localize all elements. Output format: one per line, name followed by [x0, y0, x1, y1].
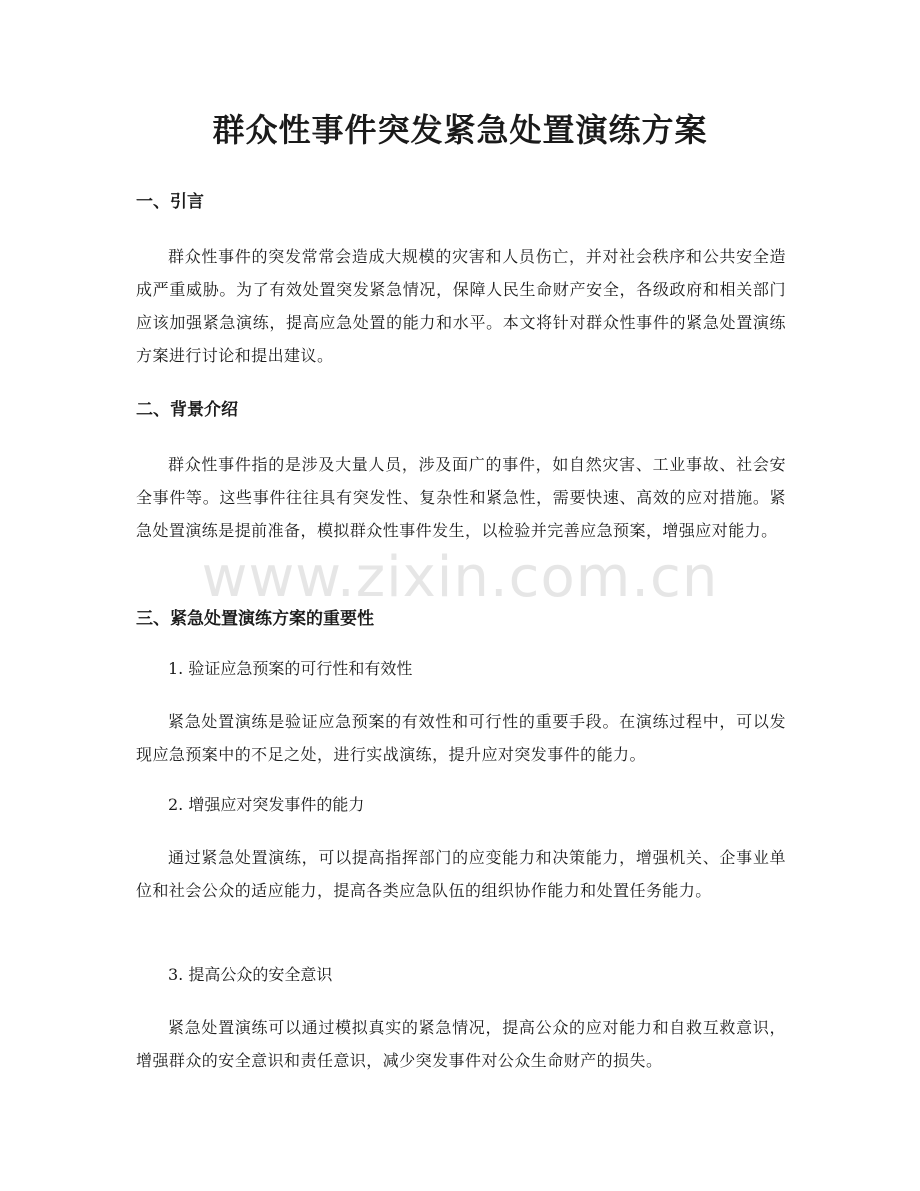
- document-title: 群众性事件突发紧急处置演练方案: [212, 111, 708, 149]
- section-paragraph-introduction: 群众性事件的突发常常会造成大规模的灾害和人员伤亡，并对社会秩序和公共安全造成严重威胁。为了有效处置突发紧急情况，保障人民生命财产安全，各级政府和相关部门应该加强紧急演练，提高应急处置的能力和水平。本文将针对群众性事件的紧急处置演练方案进行讨论和提出建议。: [136, 247, 786, 365]
- subheading-enhance-ability: 2. 增强应对突发事件的能力: [168, 795, 365, 814]
- subheading-verify-plan: 1. 验证应急预案的可行性和有效性: [168, 659, 413, 678]
- watermark: www.zixin.com.cn: [201, 545, 719, 610]
- section-heading-importance: 三、紧急处置演练方案的重要性: [136, 609, 374, 629]
- section-heading-introduction: 一、引言: [136, 192, 204, 212]
- subheading-public-awareness: 3. 提高公众的安全意识: [168, 965, 333, 984]
- paragraph-enhance-ability: 通过紧急处置演练，可以提高指挥部门的应变能力和决策能力，增强机关、企事业单位和社会公众的适应能力，提高各类应急队伍的组织协作能力和处置任务能力。: [136, 848, 786, 900]
- section-paragraph-background: 群众性事件指的是涉及大量人员，涉及面广的事件，如自然灾害、工业事故、社会安全事件等。这些事件往往具有突发性、复杂性和紧急性，需要快速、高效的应对措施。紧急处置演练是提前准备，模拟群众性事件发生，以检验并完善应急预案，增强应对能力。: [136, 455, 786, 540]
- paragraph-public-awareness: 紧急处置演练可以通过模拟真实的紧急情况，提高公众的应对能力和自救互救意识，增强群众的安全意识和责任意识，减少突发事件对公众生命财产的损失。: [136, 1018, 786, 1070]
- section-heading-background: 二、背景介绍: [136, 400, 238, 420]
- paragraph-verify-plan: 紧急处置演练是验证应急预案的有效性和可行性的重要手段。在演练过程中，可以发现应急预案中的不足之处，进行实战演练，提升应对突发事件的能力。: [136, 712, 786, 764]
